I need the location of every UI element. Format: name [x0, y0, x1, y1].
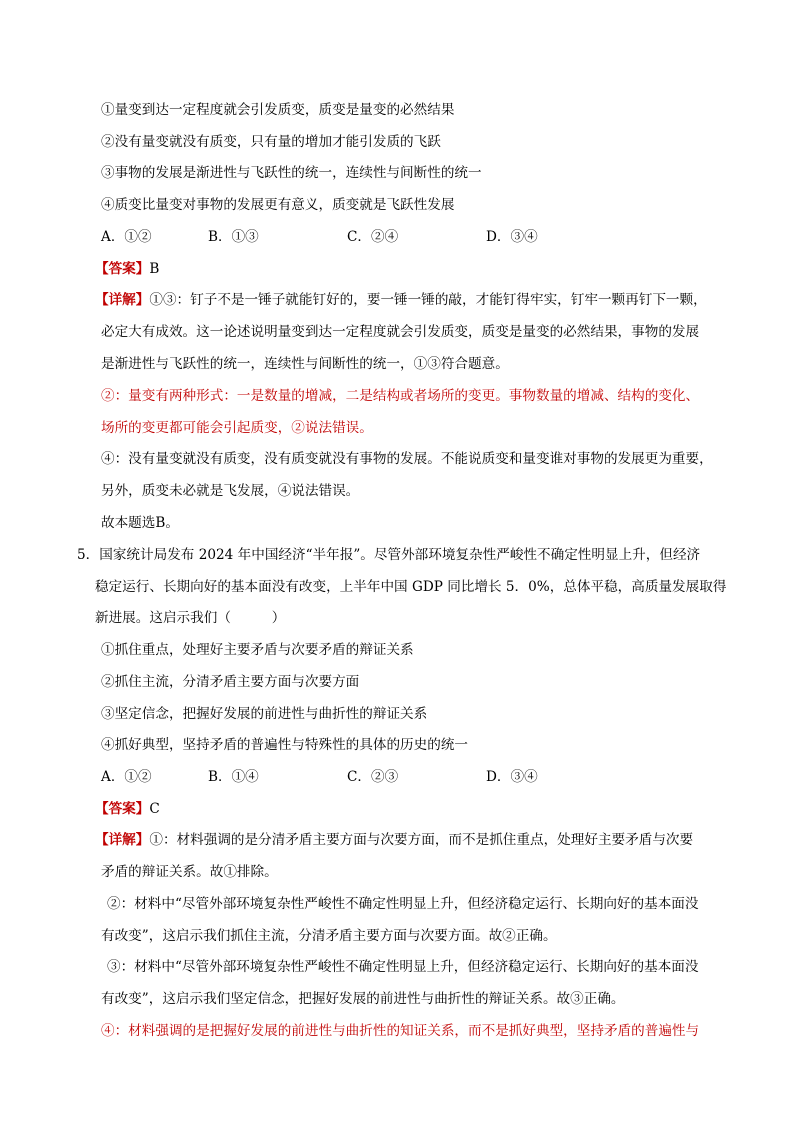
q5-statement-3: ③坚定信念，把握好发展的前进性与曲折性的辩证关系: [101, 706, 428, 722]
q4-conclusion: 故本题选B。: [101, 515, 179, 531]
q5-option-d: D．③④: [486, 769, 538, 785]
q5-red-line: ④：材料强调的是把握好发展的前进性与曲折性的知证关系，而不是抓好典型，坚持矛盾的普遍性与: [101, 1023, 700, 1039]
q4-statement-3: ③事物的发展是渐进性与飞跃性的统一，连续性与间断性的统一: [101, 165, 482, 181]
q4-explain-label: 【详解】: [95, 292, 150, 308]
q5-explain-line-6: 有改变”，这启示我们坚定信念，把握好发展的前进性与曲折性的辩证关系。故③正确。: [101, 991, 625, 1007]
q5-explain-line-3: ②：材料中“尽管外部环境复杂性严峻性不确定性明显上升，但经济稳定运行、长期向好的基本面没: [107, 896, 699, 912]
q5-statement-2: ②抓住主流，分清矛盾主要方面与次要方面: [101, 674, 360, 690]
q5-explain-line-5: ③：材料中“尽管外部环境复杂性严峻性不确定性明显上升，但经济稳定运行、长期向好的基本面没: [107, 959, 699, 975]
q4-statement-1: ①量变到达一定程度就会引发质变，质变是量变的必然结果: [101, 102, 455, 118]
q5-answer-label: 【答案】: [95, 801, 150, 817]
q5-option-c: C．②③: [347, 769, 399, 785]
q5-explain-label: 【详解】: [95, 832, 150, 848]
q5-answer-value: C: [149, 801, 160, 817]
q4-answer-label: 【答案】: [95, 261, 150, 277]
q5-stem-line-3: 新进展。这启示我们（ ）: [95, 610, 286, 626]
q4-explain-line-2: 必定大有成效。这一论述说明量变到达一定程度就会引发质变，质变是量变的必然结果，事物的发展: [101, 324, 700, 340]
q5-explain-text-1: ①：材料强调的是分清矛盾主要方面与次要方面，而不是抓住重点，处理好主要矛盾与次要: [149, 832, 694, 848]
q4-answer-value: B: [149, 261, 160, 277]
q4-statement-2: ②没有量变就没有质变，只有量的增加才能引发质的飞跃: [101, 134, 441, 150]
q4-option-c: C．②④: [347, 229, 399, 245]
q5-explain-line-4: 有改变”，这启示我们抓住主流，分清矛盾主要方面与次要方面。故②正确。: [101, 928, 557, 944]
q4-extra-line-1: ④：没有量变就没有质变，没有质变就没有事物的发展。不能说质变和量变谁对事物的发展更为重要，: [101, 451, 713, 467]
q5-option-b: B．①④: [208, 769, 259, 785]
q4-option-a: A．①②: [101, 229, 152, 245]
q5-option-a: A．①②: [101, 769, 152, 785]
q4-red-line-1: ②：量变有两种形式：一是数量的增减，二是结构或者场所的变更。事物数量的增减、结构的变化、: [101, 388, 700, 404]
q5-explain-line-1: [95, 830, 693, 850]
q4-explain-line-1: [95, 290, 707, 310]
q4-option-d: D．③④: [486, 229, 538, 245]
q4-red-line-2: 场所的变更都可能会引起质变，②说法错误。: [101, 420, 373, 436]
q5-stem-line-1: 5．国家统计局发布 2024 年中国经济“半年报”。尽管外部环境复杂性严峻性不确定性明显上升，但经济: [77, 547, 701, 563]
q4-option-b: B．①③: [208, 229, 259, 245]
q4-explain-text-1: ①③：钉子不是一锤子就能钉好的，要一锤一锤的敲，才能钉得牢实，钉牢一颗再钉下一颗，: [149, 292, 707, 308]
q5-stem-line-2: 稳定运行、长期向好的基本面没有改变，上半年中国 GDP 同比增长 5．0%，总体平稳，高质量发展取得: [95, 579, 727, 595]
q4-statement-4: ④质变比量变对事物的发展更有意义，质变就是飞跃性发展: [101, 197, 455, 213]
q4-extra-line-2: 另外，质变未必就是飞发展，④说法错误。: [101, 483, 360, 499]
q5-statement-1: ①抓住重点，处理好主要矛盾与次要矛盾的辩证关系: [101, 642, 414, 658]
q4-answer: [95, 259, 159, 279]
q5-answer: [95, 799, 160, 819]
q5-explain-line-2: 矛盾的辩证关系。故①排除。: [101, 864, 278, 880]
q4-explain-line-3: 是渐进性与飞跃性的统一，连续性与间断性的统一，①③符合题意。: [101, 356, 509, 372]
q5-statement-4: ④抓好典型，坚持矛盾的普遍性与特殊性的具体的历史的统一: [101, 737, 469, 753]
